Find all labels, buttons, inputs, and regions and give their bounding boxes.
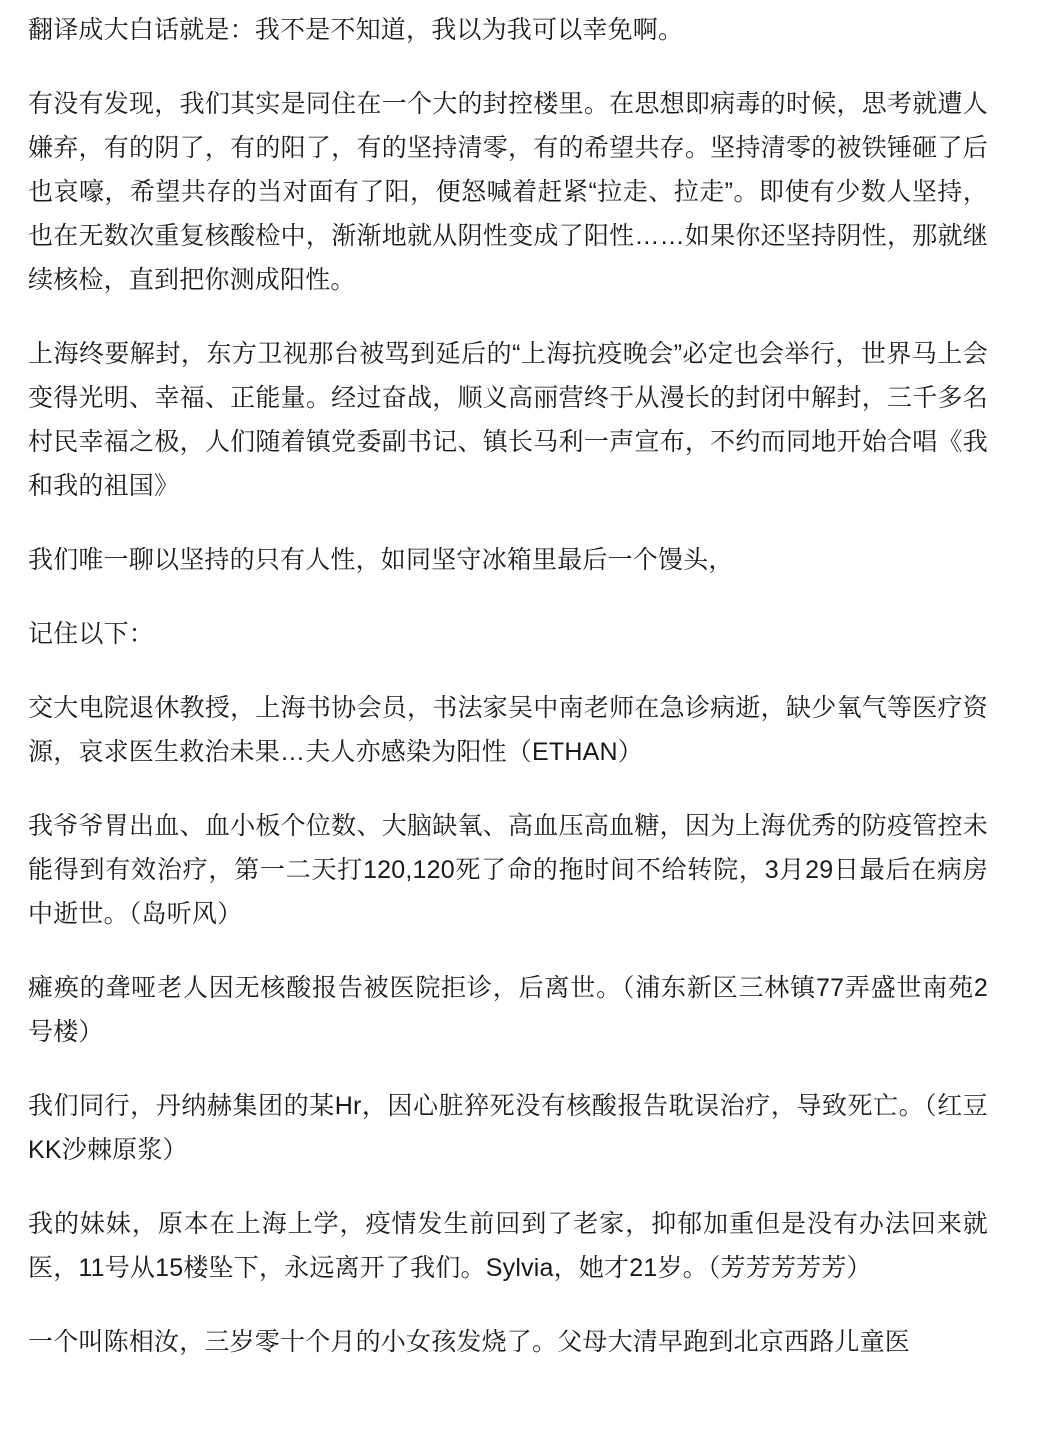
paragraph: 我们同行，丹纳赫集团的某Hr，因心脏猝死没有核酸报告耽误治疗，导致死亡。（红豆KK沙棘原浆） [28,1092,988,1164]
paragraph: 翻译成大白话就是：我不是不知道，我以为我可以幸免啊。 [28,16,684,44]
paragraph: 我们唯一聊以坚持的只有人性，如同坚守冰箱里最后一个馒头， [28,546,734,574]
paragraph: 有没有发现，我们其实是同住在一个大的封控楼里。在思想即病毒的时候，思考就遭人嫌弃，有的阴了，有的阳了，有的坚持清零，有的希望共存。坚持清零的被铁锤砸了后也哀嚎，希望共存的当对面有了阳，便怒喊着赶紧“拉走、拉走”。即使有少数人坚持，也在无数次重复核酸检中，渐渐地就从阴性变成了阳性……如果你还坚持阴性，那就继续核检，直到把你测成阳性。 [28,90,988,294]
paragraph: 一个叫陈相汝，三岁零十个月的小女孩发烧了。父母大清早跑到北京西路儿童医 [28,1328,911,1356]
paragraph: 上海终要解封，东方卫视那台被骂到延后的“上海抗疫晚会”必定也会举行，世界马上会变得光明、幸福、正能量。经过奋战，顺义高丽营终于从漫长的封闭中解封，三千多名村民幸福之极，人们随着镇党委副书记、镇长马利一声宣布，不约而同地开始合唱《我和我的祖国》 [28,340,988,500]
paragraph: 我的妹妹，原本在上海上学，疫情发生前回到了老家，抑郁加重但是没有办法回来就医，11号从15楼坠下，永远离开了我们。Sylvia，她才21岁。（芳芳芳芳芳） [28,1210,988,1282]
paragraph: 瘫痪的聋哑老人因无核酸报告被医院拒诊，后离世。（浦东新区三林镇77弄盛世南苑2号楼） [28,974,988,1046]
paragraph: 记住以下： [28,620,155,648]
paragraph: 交大电院退休教授，上海书协会员，书法家吴中南老师在急诊病逝，缺少氧气等医疗资源，哀求医生救治未果…夫人亦感染为阳性（ETHAN） [28,694,988,766]
paragraph: 我爷爷胃出血、血小板个位数、大脑缺氧、高血压高血糖，因为上海优秀的防疫管控未能得到有效治疗，第一二天打120,120死了命的拖时间不给转院，3月29日最后在病房中逝世。（岛听风） [28,812,988,928]
